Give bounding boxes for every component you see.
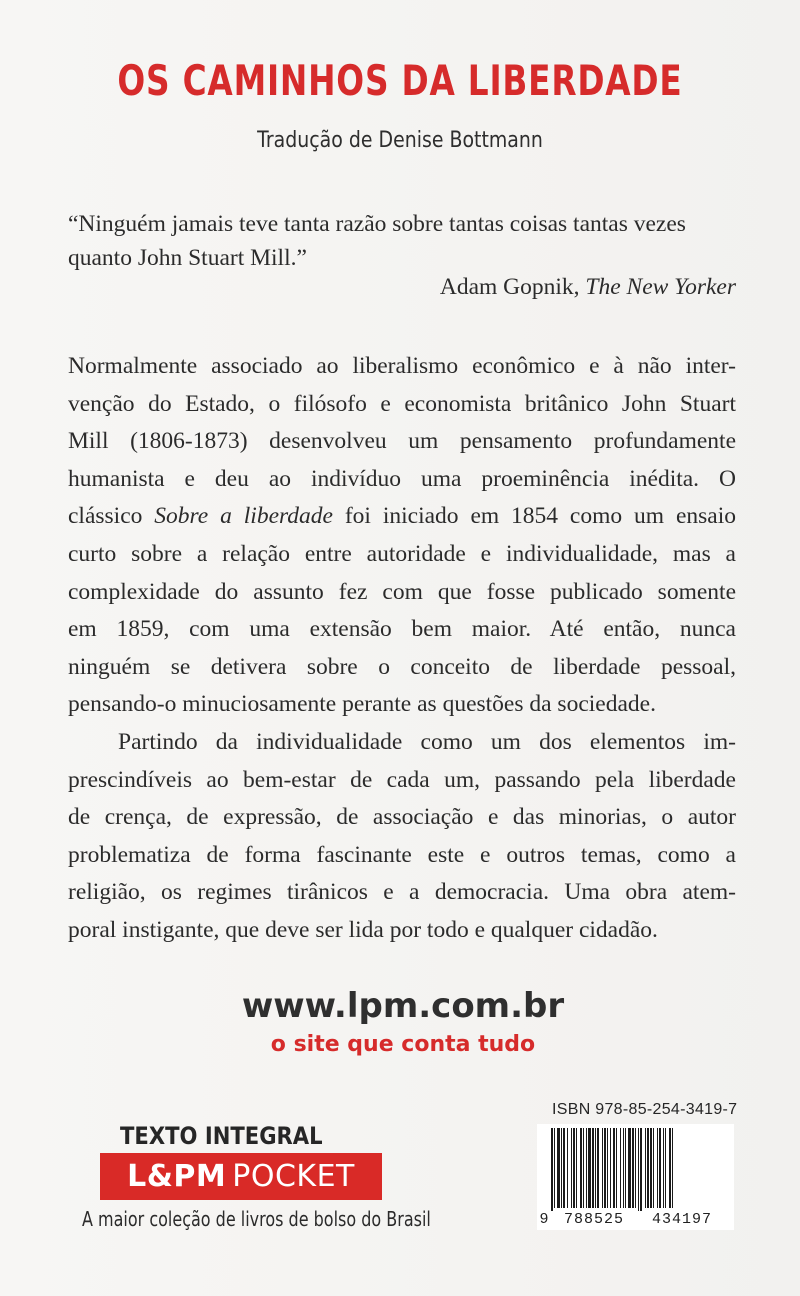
barcode-bar <box>610 1128 611 1208</box>
barcode-bar <box>561 1128 562 1208</box>
description-text: foi iniciado em 1854 como um ensaio <box>344 503 736 530</box>
description-line: Partindo da individualidade como um dos elementos im- <box>118 728 736 755</box>
description-line <box>68 498 736 536</box>
texto-integral-label: TEXTO INTEGRAL <box>120 1122 323 1150</box>
barcode-bar <box>616 1128 617 1208</box>
barcode-bar <box>623 1128 624 1208</box>
publisher-slogan: A maior coleção de livros de bolso do Brasil <box>82 1207 431 1231</box>
book-description <box>68 348 736 950</box>
barcode-bar <box>580 1128 582 1208</box>
barcode-bar <box>607 1128 608 1208</box>
description-line: pensando-o minuciosamente perante as questões da sociedade. <box>68 691 656 718</box>
barcode-bar <box>592 1128 594 1208</box>
barcode-bar <box>588 1128 591 1208</box>
publisher-website[interactable]: www.lpm.com.br <box>241 986 565 1026</box>
quote-publication: The New Yorker <box>585 274 736 300</box>
barcode-bar <box>571 1128 572 1208</box>
barcode-bar <box>602 1128 603 1208</box>
isbn-barcode <box>537 1124 734 1230</box>
barcode-bar <box>625 1128 626 1208</box>
description-line: poral instigante, que deve ser lida por todo e qualquer cidadão. <box>68 916 658 943</box>
barcode-bar <box>595 1128 596 1208</box>
barcode-bar <box>638 1128 639 1214</box>
barcode-bar <box>645 1128 646 1208</box>
barcode-bar <box>650 1128 652 1208</box>
description-line: de crença, de expressão, de associação e das minorias, o autor <box>68 804 736 831</box>
description-line: Normalmente associado ao liberalismo econômico e à não inter- <box>68 353 736 379</box>
description-line: complexidade do assunto fez com que fosse publicado somente <box>68 578 736 605</box>
description-line: em 1859, com uma extensão bem maior. Até então, nunca <box>68 616 736 643</box>
website-tagline: o site que conta tudo <box>270 1032 536 1057</box>
description-line: humanista e deu ao indivíduo uma proeminência inédita. O <box>68 465 736 492</box>
quote-line: quanto John Stuart Mill.” <box>68 245 307 271</box>
barcode-bar <box>635 1128 636 1208</box>
barcode-bars <box>537 1124 734 1216</box>
description-line: prescindíveis ao bem-estar de cada um, passando pela liberdade <box>68 766 736 793</box>
barcode-bar <box>659 1128 661 1208</box>
barcode-digits-left: 788525 <box>551 1211 637 1228</box>
barcode-bar <box>583 1128 584 1208</box>
description-line: curto sobre a relação entre autoridade e individualidade, mas a <box>68 540 736 567</box>
quote-attribution <box>440 270 736 304</box>
barcode-bar <box>632 1128 634 1208</box>
barcode-bar <box>563 1128 565 1208</box>
barcode-bar <box>597 1128 599 1208</box>
description-line: religião, os regimes tirânicos e a democracia. Uma obra atem- <box>68 879 736 906</box>
book-reference: Sobre a liberdade <box>154 503 333 530</box>
publisher-series: POCKET <box>232 1159 355 1194</box>
barcode-digits-right: 434197 <box>637 1211 727 1228</box>
barcode-digit-lead: 9 <box>539 1211 549 1228</box>
barcode-bar <box>640 1128 642 1214</box>
barcode-bar <box>669 1128 671 1208</box>
barcode-bar <box>557 1128 560 1208</box>
description-paragraph-1 <box>68 348 736 724</box>
publisher-logo <box>100 1153 382 1200</box>
barcode-bar <box>567 1128 568 1208</box>
isbn-label: ISBN 978-85-254-3419-7 <box>552 1101 738 1118</box>
barcode-bar <box>672 1128 673 1208</box>
description-line: ninguém se detivera sobre o conceito de liberdade pessoal, <box>68 653 736 680</box>
barcode-bar <box>657 1128 658 1208</box>
blurb-quote <box>68 207 736 275</box>
barcode-bar <box>576 1128 577 1208</box>
barcode-bar <box>604 1128 606 1208</box>
barcode-bar <box>653 1128 654 1208</box>
description-line: Mill (1806-1873) desenvolveu um pensamento profundamente <box>68 428 736 455</box>
barcode-bar <box>665 1128 666 1208</box>
barcode-bar <box>573 1128 575 1208</box>
barcode-bar <box>554 1128 555 1208</box>
description-text: clássico <box>68 503 143 530</box>
translator-credit: Tradução de Denise Bottmann <box>257 128 543 153</box>
barcode-bar <box>586 1128 587 1208</box>
description-paragraph-2 <box>68 724 736 950</box>
description-line: venção do Estado, o filósofo e economista britânico John Stuart <box>68 390 736 417</box>
barcode-bar <box>613 1128 615 1208</box>
barcode-bar <box>551 1128 553 1214</box>
barcode-bar <box>620 1128 621 1208</box>
quote-author: Adam Gopnik, <box>439 274 580 300</box>
barcode-digits <box>537 1211 734 1228</box>
description-line: problematiza de forma fascinante este e outros temas, como a <box>68 841 736 868</box>
publisher-brand: L&PM <box>127 1159 227 1194</box>
quote-line: “Ninguém jamais teve tanta razão sobre tantas coisas tantas vezes <box>68 211 686 237</box>
barcode-bar <box>628 1128 631 1208</box>
barcode-bar <box>663 1128 664 1208</box>
barcode-bar <box>647 1128 649 1208</box>
book-title: OS CAMINHOS DA LIBERDADE <box>117 56 683 105</box>
